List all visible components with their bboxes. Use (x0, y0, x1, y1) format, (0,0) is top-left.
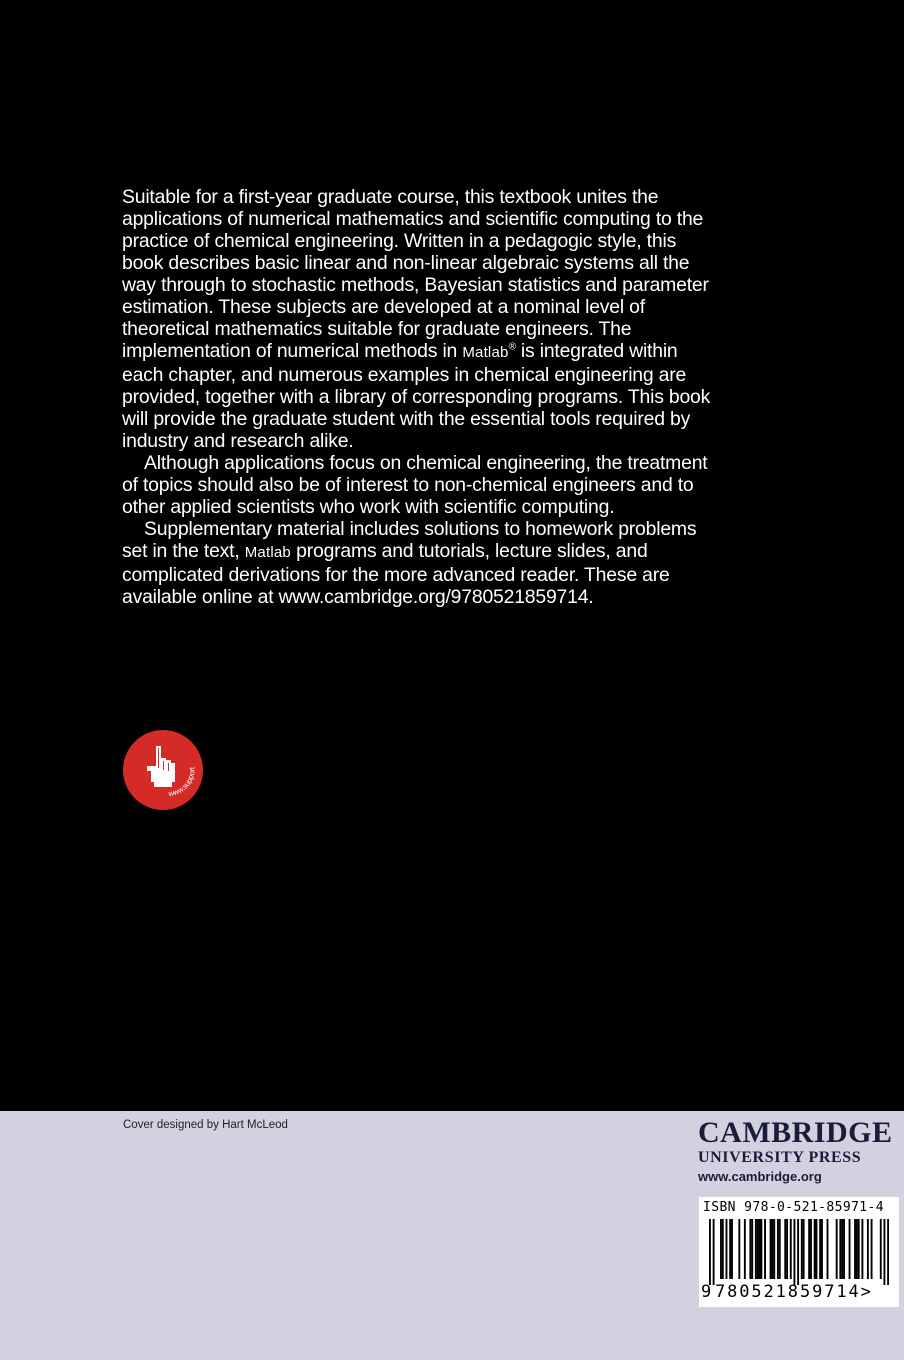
publisher-logo (698, 1118, 902, 1186)
matlab-wordmark-2: Matlab (244, 544, 291, 561)
blurb-paragraph-3 (122, 518, 722, 608)
barcode-digit-groups (715, 1282, 873, 1302)
blurb-p1-part2: is integrated within each chapter, and numerous examples in chemical engineering are provided, together with a library of corresponding programs. This book will provide the graduate student with the essential tools required by industry and research alike. (122, 340, 711, 452)
barcode-icon (709, 1219, 889, 1285)
cover-credit: Cover designed by Hart McLeod (123, 1119, 288, 1131)
matlab-wordmark: Matlab (462, 344, 509, 361)
isbn-label: ISBN 978-0-521-85971-4 (703, 1200, 884, 1215)
www-support-badge (123, 730, 203, 810)
blurb-p3-part2: programs and tutorials, lecture slides, and complicated derivations for the more advanced reader. These are available online at www.cambridge.org/9780521859714. (122, 540, 670, 608)
publisher-subname: UNIVERSITY PRESS (698, 1149, 862, 1166)
barcode-digits-main: 780521859714 (715, 1282, 861, 1302)
badge-label: www.support (167, 766, 197, 799)
barcode-end-mark: > (860, 1282, 873, 1302)
isbn-barcode-box (699, 1197, 899, 1307)
blurb-p1-part1: Suitable for a first-year graduate course, this textbook unites the applications of numerical mathematics and scientific computing to the practice of chemical engineering. Written in a pedagogic style, this book describes basic linear and non-linear algebraic systems all the way through to stochastic methods, Bayesian statistics and parameter estimation. These subjects are developed at a nominal level of theoretical mathematics suitable for graduate engineers. The implementation of numerical methods in (122, 186, 709, 362)
publisher-url: www.cambridge.org (698, 1169, 822, 1184)
registered-mark: ® (508, 341, 516, 353)
barcode-first-digit: 9 (701, 1282, 712, 1302)
blurb-paragraph-1 (122, 186, 722, 452)
blurb-p3-part1: Supplementary material includes solutions to homework problems set in the text, (122, 518, 697, 562)
pointing-hand-icon (123, 730, 203, 810)
blurb-text (122, 186, 722, 608)
publisher-name: CAMBRIDGE (698, 1116, 893, 1149)
blurb-paragraph-2: Although applications focus on chemical engineering, the treatment of topics should also be of interest to non-chemical engineers and to other applied scientists who work with scientific computing. (122, 452, 708, 518)
